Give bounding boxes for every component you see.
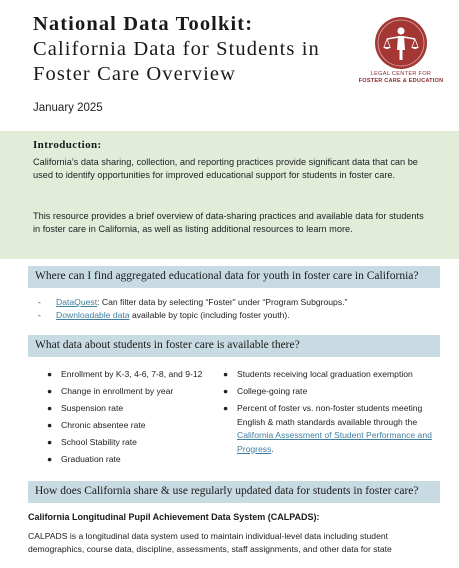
logo-line-1: LEGAL CENTER FOR xyxy=(370,71,432,77)
bullet-icon: ● xyxy=(223,369,229,379)
introduction-panel xyxy=(0,131,459,259)
calpads-heading: California Longitudinal Pupil Achievement Data System (CALPADS): xyxy=(28,512,320,522)
list-item-text: available by topic (including foster youth). xyxy=(129,310,290,320)
introduction-paragraph-2: This resource provides a brief overview of data-sharing practices and available data for students in foster care in California, as well as listing additional resources to learn more. xyxy=(33,211,424,234)
bullet-icon: ● xyxy=(47,454,53,464)
introduction-paragraph-1: California’s data sharing, collection, and reporting practices provide significant data that can be used to identify opportunities for improved educational support for students in foster care. xyxy=(33,157,418,180)
list-item: ● Change in enrollment by year xyxy=(47,385,207,399)
scales-of-justice-figure-icon xyxy=(374,16,428,70)
section-heading-updated-data xyxy=(28,481,440,503)
list-item: ● Chronic absentee rate xyxy=(47,419,207,433)
available-data-list-left xyxy=(47,368,207,470)
list-item: ● Enrollment by K-3, 4-6, 7-8, and 9-12 xyxy=(47,368,207,382)
caaspp-link[interactable]: California Assessment of Student Performance and Progress xyxy=(237,430,432,454)
introduction-heading: Introduction: xyxy=(33,139,102,151)
list-item: ● Graduation rate xyxy=(47,453,207,467)
bullet-icon: ● xyxy=(47,437,53,447)
title-line-1: National Data Toolkit: xyxy=(33,13,254,35)
document-date: January 2025 xyxy=(33,102,103,114)
section-heading-available-data xyxy=(28,335,440,357)
dash-bullet-icon: - xyxy=(38,310,41,320)
title-line-2: California Data for Students in xyxy=(33,38,320,60)
calpads-paragraph: CALPADS is a longitudinal data system used to maintain individual-level data including student demographics, course data, discipline, assessments, staff assignments, and other data for state xyxy=(28,531,392,555)
section-heading-text: Where can I find aggregated educational data for youth in foster care in California? xyxy=(35,270,419,282)
list-item: ● Students receiving local graduation exemption xyxy=(223,368,433,382)
available-data-list-right xyxy=(223,368,433,460)
data-source-list xyxy=(38,296,438,322)
list-item xyxy=(38,296,438,309)
organization-logo xyxy=(356,16,446,88)
logo-line-2: FOSTER CARE & EDUCATION xyxy=(358,78,444,84)
list-item: ● Percent of foster vs. non-foster students meeting English & math standards available through the California Assessment of Student Performance and Progress. xyxy=(223,403,432,454)
list-item xyxy=(38,309,438,322)
list-item: ● School Stability rate xyxy=(47,436,207,450)
bullet-icon: ● xyxy=(47,403,53,413)
section-heading-text: How does California share & use regularly updated data for students in foster care? xyxy=(35,485,419,497)
bullet-icon: ● xyxy=(223,403,229,413)
bullet-icon: ● xyxy=(47,369,53,379)
list-item: ● College-going rate xyxy=(223,385,433,399)
list-item: ● Suspension rate xyxy=(47,402,207,416)
dash-bullet-icon: - xyxy=(38,297,41,307)
bullet-icon: ● xyxy=(223,386,229,396)
title-line-3: Foster Care Overview xyxy=(33,63,237,85)
downloadable-data-link[interactable]: Downloadable data xyxy=(56,310,130,320)
bullet-icon: ● xyxy=(47,386,53,396)
section-heading-text: What data about students in foster care is available there? xyxy=(35,339,300,351)
dataquest-link[interactable]: DataQuest xyxy=(56,297,98,307)
bullet-icon: ● xyxy=(47,420,53,430)
document-title xyxy=(33,12,363,87)
list-item-text: : Can filter data by selecting “Foster” under “Program Subgroups.” xyxy=(97,297,348,307)
section-heading-aggregated-data xyxy=(28,266,440,288)
